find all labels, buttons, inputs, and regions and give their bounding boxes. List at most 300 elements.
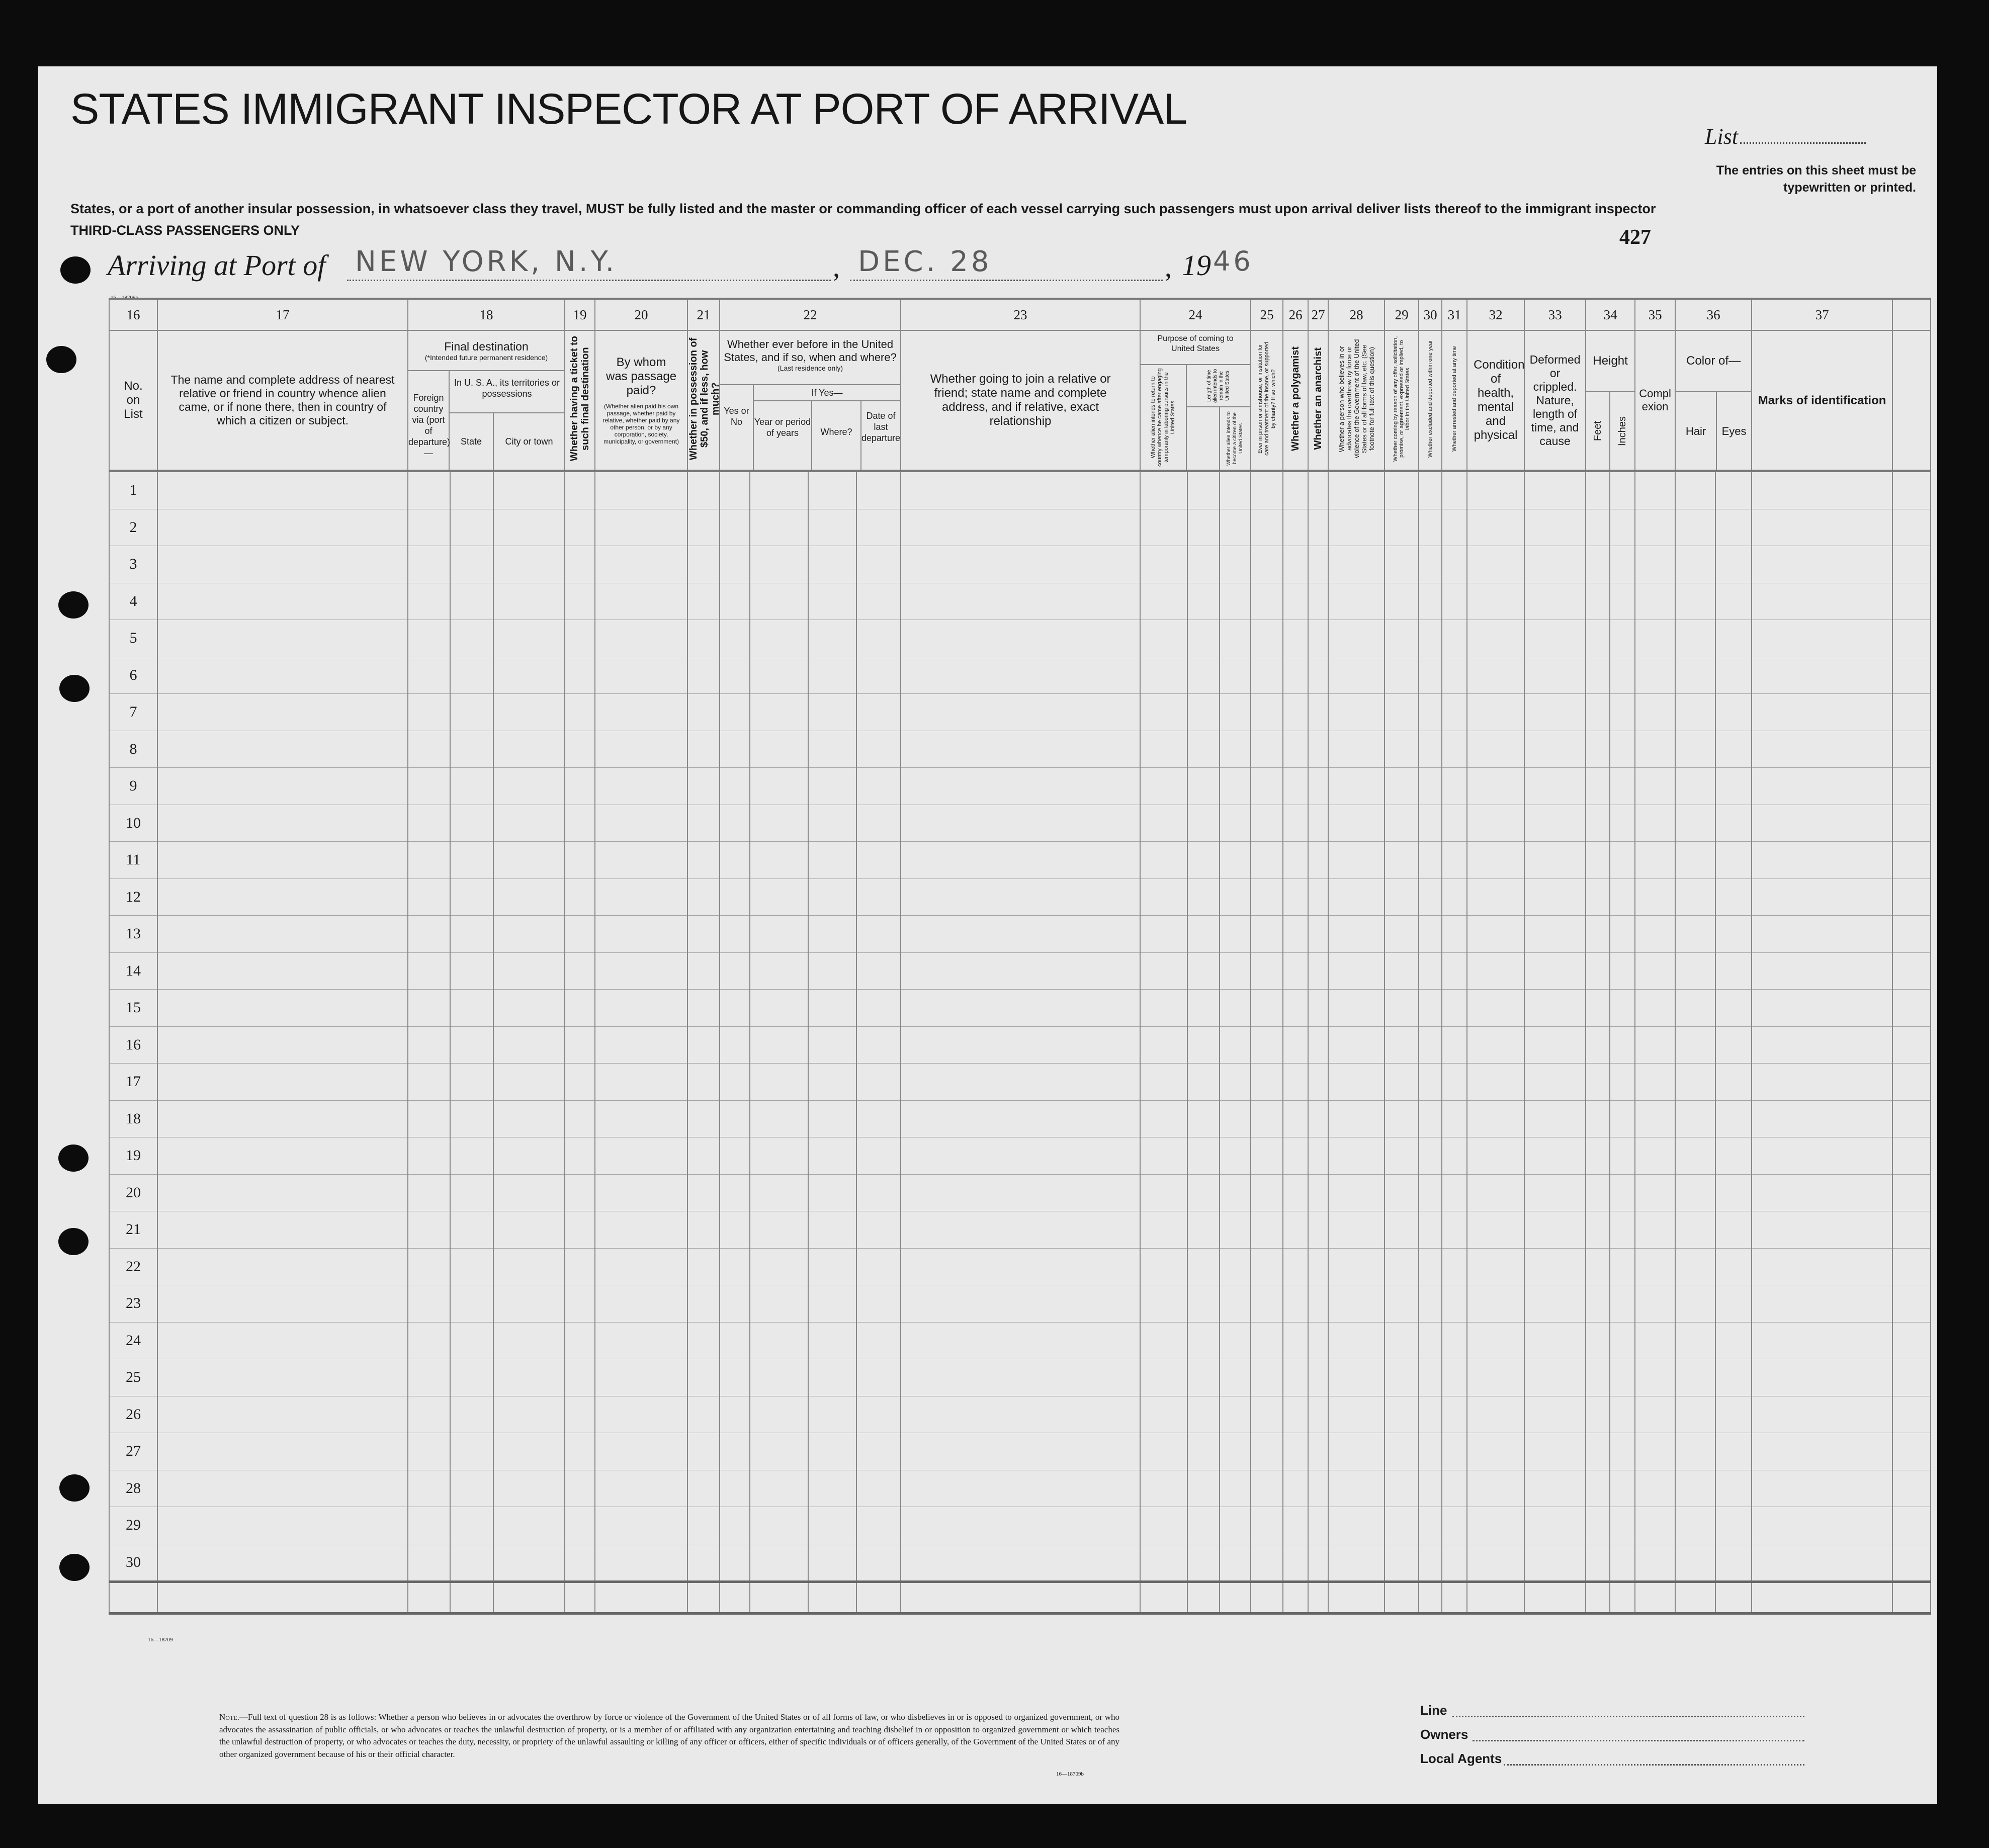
entry-cell[interactable]: [1419, 509, 1442, 546]
entry-cell[interactable]: [1385, 546, 1419, 583]
entry-cell[interactable]: [1467, 1433, 1524, 1470]
entry-cell[interactable]: [901, 546, 1140, 583]
entry-cell[interactable]: [1140, 1174, 1187, 1211]
entry-cell[interactable]: [808, 990, 856, 1027]
entry-cell[interactable]: [1892, 1174, 1931, 1211]
entry-cell[interactable]: [408, 1544, 450, 1582]
entry-cell[interactable]: [1610, 878, 1635, 916]
entry-cell[interactable]: [1610, 1137, 1635, 1175]
entry-cell[interactable]: [595, 1064, 687, 1101]
entry-cell[interactable]: [1467, 1322, 1524, 1359]
entry-cell[interactable]: [1586, 952, 1610, 990]
entry-cell[interactable]: [1251, 546, 1283, 583]
entry-cell[interactable]: [687, 546, 720, 583]
entry-cell[interactable]: [1308, 1507, 1328, 1544]
entry-cell[interactable]: [595, 1433, 687, 1470]
entry-cell[interactable]: [157, 694, 408, 731]
entry-cell[interactable]: [808, 546, 856, 583]
entry-cell[interactable]: [565, 620, 595, 657]
entry-cell[interactable]: [687, 990, 720, 1027]
entry-cell[interactable]: [1308, 1248, 1328, 1285]
entry-cell[interactable]: [1419, 620, 1442, 657]
entry-cell[interactable]: [1586, 1507, 1610, 1544]
entry-cell[interactable]: [1524, 916, 1586, 953]
entry-cell[interactable]: [1586, 1248, 1610, 1285]
entry-cell[interactable]: [750, 1211, 808, 1249]
entry-cell[interactable]: [493, 1507, 565, 1544]
entry-cell[interactable]: [1308, 694, 1328, 731]
entry-cell[interactable]: [687, 878, 720, 916]
entry-cell[interactable]: [856, 1137, 901, 1175]
entry-cell[interactable]: [1385, 1137, 1419, 1175]
entry-cell[interactable]: [1251, 694, 1283, 731]
entry-cell[interactable]: [1140, 657, 1187, 694]
entry-cell[interactable]: [1187, 657, 1220, 694]
entry-cell[interactable]: [157, 1026, 408, 1064]
entry-cell[interactable]: [493, 1211, 565, 1249]
entry-cell[interactable]: [1586, 471, 1610, 509]
entry-cell[interactable]: [1419, 1359, 1442, 1396]
entry-cell[interactable]: [1467, 990, 1524, 1027]
entry-cell[interactable]: [1385, 842, 1419, 879]
entry-cell[interactable]: [1283, 952, 1308, 990]
entry-cell[interactable]: [1752, 1137, 1892, 1175]
entry-cell[interactable]: [901, 1137, 1140, 1175]
entry-cell[interactable]: [1419, 952, 1442, 990]
entry-cell[interactable]: [856, 952, 901, 990]
entry-cell[interactable]: [408, 471, 450, 509]
entry-cell[interactable]: [1283, 1100, 1308, 1137]
entry-cell[interactable]: [687, 509, 720, 546]
entry-cell[interactable]: [750, 1359, 808, 1396]
entry-cell[interactable]: [1524, 1470, 1586, 1507]
entry-cell[interactable]: [1308, 509, 1328, 546]
entry-cell[interactable]: [1586, 1064, 1610, 1101]
entry-cell[interactable]: [1283, 509, 1308, 546]
entry-cell[interactable]: [1419, 768, 1442, 805]
entry-cell[interactable]: [1610, 842, 1635, 879]
entry-cell[interactable]: [1892, 952, 1931, 990]
entry-cell[interactable]: [1442, 916, 1467, 953]
entry-cell[interactable]: [1220, 546, 1251, 583]
entry-cell[interactable]: [1635, 1064, 1675, 1101]
entry-cell[interactable]: [595, 1285, 687, 1323]
entry-cell[interactable]: [1524, 952, 1586, 990]
entry-cell[interactable]: [1892, 1544, 1931, 1582]
owners-field[interactable]: [1473, 1740, 1804, 1741]
entry-cell[interactable]: [1715, 768, 1752, 805]
entry-cell[interactable]: [720, 620, 750, 657]
entry-cell[interactable]: [565, 1544, 595, 1582]
entry-cell[interactable]: [1419, 471, 1442, 509]
entry-cell[interactable]: [808, 1064, 856, 1101]
entry-cell[interactable]: [720, 1248, 750, 1285]
entry-cell[interactable]: [750, 620, 808, 657]
entry-cell[interactable]: [1328, 1470, 1385, 1507]
entry-cell[interactable]: [408, 1359, 450, 1396]
entry-cell[interactable]: [1467, 768, 1524, 805]
entry-cell[interactable]: [157, 1470, 408, 1507]
entry-cell[interactable]: [856, 731, 901, 768]
entry-cell[interactable]: [493, 952, 565, 990]
entry-cell[interactable]: [1140, 990, 1187, 1027]
entry-cell[interactable]: [1610, 768, 1635, 805]
entry-cell[interactable]: [450, 1137, 493, 1175]
entry-cell[interactable]: [595, 1359, 687, 1396]
entry-cell[interactable]: [1467, 1396, 1524, 1433]
entry-cell[interactable]: [1220, 952, 1251, 990]
entry-cell[interactable]: [1892, 1285, 1931, 1323]
entry-cell[interactable]: [1675, 1433, 1715, 1470]
entry-cell[interactable]: [1220, 1433, 1251, 1470]
entry-cell[interactable]: [1635, 1026, 1675, 1064]
entry-cell[interactable]: [595, 1470, 687, 1507]
entry-cell[interactable]: [595, 916, 687, 953]
entry-cell[interactable]: [1251, 878, 1283, 916]
entry-cell[interactable]: [1328, 1248, 1385, 1285]
entry-cell[interactable]: [720, 1433, 750, 1470]
entry-cell[interactable]: [565, 1026, 595, 1064]
entry-cell[interactable]: [1328, 842, 1385, 879]
entry-cell[interactable]: [1715, 583, 1752, 620]
entry-cell[interactable]: [1524, 657, 1586, 694]
entry-cell[interactable]: [808, 583, 856, 620]
entry-cell[interactable]: [1251, 1285, 1283, 1323]
entry-cell[interactable]: [1419, 546, 1442, 583]
entry-cell[interactable]: [750, 731, 808, 768]
entry-cell[interactable]: [565, 1248, 595, 1285]
entry-cell[interactable]: [1675, 620, 1715, 657]
entry-cell[interactable]: [1752, 583, 1892, 620]
entry-cell[interactable]: [595, 1396, 687, 1433]
entry-cell[interactable]: [408, 620, 450, 657]
entry-cell[interactable]: [1675, 1359, 1715, 1396]
entry-cell[interactable]: [565, 546, 595, 583]
entry-cell[interactable]: [1635, 583, 1675, 620]
entry-cell[interactable]: [1308, 916, 1328, 953]
entry-cell[interactable]: [493, 990, 565, 1027]
entry-cell[interactable]: [750, 1248, 808, 1285]
entry-cell[interactable]: [1442, 1433, 1467, 1470]
entry-cell[interactable]: [595, 768, 687, 805]
entry-cell[interactable]: [1610, 1470, 1635, 1507]
entry-cell[interactable]: [1635, 620, 1675, 657]
entry-cell[interactable]: [1715, 952, 1752, 990]
entry-cell[interactable]: [1675, 768, 1715, 805]
entry-cell[interactable]: [1385, 1322, 1419, 1359]
entry-cell[interactable]: [1715, 842, 1752, 879]
entry-cell[interactable]: [808, 1211, 856, 1249]
entry-cell[interactable]: [1892, 509, 1931, 546]
entry-cell[interactable]: [856, 842, 901, 879]
entry-cell[interactable]: [1140, 1064, 1187, 1101]
entry-cell[interactable]: [720, 1064, 750, 1101]
entry-cell[interactable]: [808, 805, 856, 842]
entry-cell[interactable]: [408, 509, 450, 546]
list-number-field[interactable]: [1740, 142, 1866, 144]
entry-cell[interactable]: [1328, 1100, 1385, 1137]
entry-cell[interactable]: [1467, 1507, 1524, 1544]
entry-cell[interactable]: [750, 657, 808, 694]
entry-cell[interactable]: [856, 1285, 901, 1323]
entry-cell[interactable]: [1328, 657, 1385, 694]
entry-cell[interactable]: [901, 1433, 1140, 1470]
entry-cell[interactable]: [1610, 952, 1635, 990]
entry-cell[interactable]: [856, 878, 901, 916]
entry-cell[interactable]: [1715, 1544, 1752, 1582]
entry-cell[interactable]: [901, 1322, 1140, 1359]
entry-cell[interactable]: [808, 842, 856, 879]
entry-cell[interactable]: [1385, 1507, 1419, 1544]
entry-cell[interactable]: [493, 694, 565, 731]
entry-cell[interactable]: [1220, 1174, 1251, 1211]
entry-cell[interactable]: [1442, 1211, 1467, 1249]
entry-cell[interactable]: [1251, 1359, 1283, 1396]
entry-cell[interactable]: [1283, 1322, 1308, 1359]
entry-cell[interactable]: [1524, 842, 1586, 879]
entry-cell[interactable]: [1892, 842, 1931, 879]
port-field[interactable]: [347, 280, 831, 281]
entry-cell[interactable]: [1675, 842, 1715, 879]
entry-cell[interactable]: [1328, 583, 1385, 620]
entry-cell[interactable]: [1140, 694, 1187, 731]
entry-cell[interactable]: [408, 768, 450, 805]
entry-cell[interactable]: [1442, 990, 1467, 1027]
entry-cell[interactable]: [1467, 805, 1524, 842]
entry-cell[interactable]: [1524, 731, 1586, 768]
entry-cell[interactable]: [1251, 1026, 1283, 1064]
entry-cell[interactable]: [408, 731, 450, 768]
entry-cell[interactable]: [1283, 731, 1308, 768]
entry-cell[interactable]: [1892, 1433, 1931, 1470]
entry-cell[interactable]: [1385, 1064, 1419, 1101]
entry-cell[interactable]: [1675, 878, 1715, 916]
entry-cell[interactable]: [1385, 768, 1419, 805]
entry-cell[interactable]: [450, 1285, 493, 1323]
entry-cell[interactable]: [750, 1507, 808, 1544]
entry-cell[interactable]: [408, 694, 450, 731]
entry-cell[interactable]: [1308, 1470, 1328, 1507]
entry-cell[interactable]: [808, 1026, 856, 1064]
entry-cell[interactable]: [1610, 1507, 1635, 1544]
entry-cell[interactable]: [1442, 546, 1467, 583]
entry-cell[interactable]: [1715, 1174, 1752, 1211]
entry-cell[interactable]: [1328, 1026, 1385, 1064]
entry-cell[interactable]: [1140, 1359, 1187, 1396]
entry-cell[interactable]: [1187, 1470, 1220, 1507]
entry-cell[interactable]: [1752, 1248, 1892, 1285]
entry-cell[interactable]: [1715, 1211, 1752, 1249]
entry-cell[interactable]: [1586, 990, 1610, 1027]
entry-cell[interactable]: [1610, 583, 1635, 620]
entry-cell[interactable]: [1467, 1248, 1524, 1285]
entry-cell[interactable]: [1308, 768, 1328, 805]
entry-cell[interactable]: [687, 916, 720, 953]
entry-cell[interactable]: [1467, 694, 1524, 731]
entry-cell[interactable]: [1635, 842, 1675, 879]
entry-cell[interactable]: [493, 731, 565, 768]
entry-cell[interactable]: [450, 952, 493, 990]
entry-cell[interactable]: [450, 546, 493, 583]
entry-cell[interactable]: [856, 546, 901, 583]
entry-cell[interactable]: [565, 1174, 595, 1211]
entry-cell[interactable]: [1419, 1544, 1442, 1582]
entry-cell[interactable]: [1752, 916, 1892, 953]
entry-cell[interactable]: [408, 583, 450, 620]
entry-cell[interactable]: [1419, 1248, 1442, 1285]
entry-cell[interactable]: [1251, 1396, 1283, 1433]
entry-cell[interactable]: [595, 694, 687, 731]
entry-cell[interactable]: [408, 1248, 450, 1285]
entry-cell[interactable]: [856, 1026, 901, 1064]
entry-cell[interactable]: [565, 694, 595, 731]
entry-cell[interactable]: [1715, 1248, 1752, 1285]
entry-cell[interactable]: [408, 1396, 450, 1433]
entry-cell[interactable]: [1715, 1433, 1752, 1470]
entry-cell[interactable]: [1892, 1396, 1931, 1433]
entry-cell[interactable]: [1251, 620, 1283, 657]
entry-cell[interactable]: [1140, 620, 1187, 657]
entry-cell[interactable]: [1467, 471, 1524, 509]
entry-cell[interactable]: [1308, 1433, 1328, 1470]
entry-cell[interactable]: [565, 1211, 595, 1249]
entry-cell[interactable]: [1635, 1359, 1675, 1396]
entry-cell[interactable]: [1675, 952, 1715, 990]
entry-cell[interactable]: [1251, 990, 1283, 1027]
entry-cell[interactable]: [1385, 1026, 1419, 1064]
entry-cell[interactable]: [687, 1433, 720, 1470]
entry-cell[interactable]: [595, 805, 687, 842]
entry-cell[interactable]: [1892, 916, 1931, 953]
entry-cell[interactable]: [808, 1544, 856, 1582]
entry-cell[interactable]: [1467, 1174, 1524, 1211]
entry-cell[interactable]: [450, 878, 493, 916]
entry-cell[interactable]: [1385, 990, 1419, 1027]
entry-cell[interactable]: [1419, 1100, 1442, 1137]
entry-cell[interactable]: [1752, 471, 1892, 509]
entry-cell[interactable]: [450, 916, 493, 953]
entry-cell[interactable]: [1442, 1470, 1467, 1507]
entry-cell[interactable]: [1467, 1064, 1524, 1101]
entry-cell[interactable]: [1283, 1248, 1308, 1285]
entry-cell[interactable]: [157, 1359, 408, 1396]
entry-cell[interactable]: [1524, 583, 1586, 620]
entry-cell[interactable]: [1675, 1507, 1715, 1544]
entry-cell[interactable]: [1442, 878, 1467, 916]
entry-cell[interactable]: [1752, 1285, 1892, 1323]
entry-cell[interactable]: [408, 1064, 450, 1101]
entry-cell[interactable]: [1220, 471, 1251, 509]
entry-cell[interactable]: [1220, 1396, 1251, 1433]
entry-cell[interactable]: [1752, 509, 1892, 546]
entry-cell[interactable]: [1328, 1285, 1385, 1323]
entry-cell[interactable]: [720, 1211, 750, 1249]
entry-cell[interactable]: [901, 990, 1140, 1027]
entry-cell[interactable]: [1524, 1322, 1586, 1359]
entry-cell[interactable]: [595, 657, 687, 694]
entry-cell[interactable]: [1187, 878, 1220, 916]
entry-cell[interactable]: [1308, 842, 1328, 879]
entry-cell[interactable]: [408, 842, 450, 879]
entry-cell[interactable]: [720, 657, 750, 694]
entry-cell[interactable]: [1715, 878, 1752, 916]
entry-cell[interactable]: [1328, 916, 1385, 953]
entry-cell[interactable]: [1220, 842, 1251, 879]
entry-cell[interactable]: [565, 1359, 595, 1396]
entry-cell[interactable]: [1308, 1544, 1328, 1582]
entry-cell[interactable]: [1419, 1433, 1442, 1470]
entry-cell[interactable]: [1467, 842, 1524, 879]
entry-cell[interactable]: [1187, 1396, 1220, 1433]
entry-cell[interactable]: [157, 1396, 408, 1433]
entry-cell[interactable]: [1187, 694, 1220, 731]
entry-cell[interactable]: [720, 583, 750, 620]
entry-cell[interactable]: [493, 1322, 565, 1359]
entry-cell[interactable]: [750, 805, 808, 842]
entry-cell[interactable]: [565, 1137, 595, 1175]
entry-cell[interactable]: [687, 1285, 720, 1323]
entry-cell[interactable]: [1752, 1322, 1892, 1359]
entry-cell[interactable]: [408, 805, 450, 842]
entry-cell[interactable]: [1752, 1396, 1892, 1433]
entry-cell[interactable]: [157, 916, 408, 953]
entry-cell[interactable]: [1251, 509, 1283, 546]
entry-cell[interactable]: [1442, 1285, 1467, 1323]
entry-cell[interactable]: [1892, 620, 1931, 657]
entry-cell[interactable]: [1752, 878, 1892, 916]
entry-cell[interactable]: [750, 1100, 808, 1137]
entry-cell[interactable]: [856, 1248, 901, 1285]
entry-cell[interactable]: [1675, 1137, 1715, 1175]
entry-cell[interactable]: [1635, 1396, 1675, 1433]
entry-cell[interactable]: [1308, 1100, 1328, 1137]
entry-cell[interactable]: [687, 1248, 720, 1285]
entry-cell[interactable]: [901, 694, 1140, 731]
entry-cell[interactable]: [1220, 1359, 1251, 1396]
entry-cell[interactable]: [1283, 583, 1308, 620]
entry-cell[interactable]: [157, 1137, 408, 1175]
entry-cell[interactable]: [450, 1359, 493, 1396]
entry-cell[interactable]: [856, 1507, 901, 1544]
entry-cell[interactable]: [565, 1433, 595, 1470]
entry-cell[interactable]: [595, 620, 687, 657]
entry-cell[interactable]: [565, 657, 595, 694]
entry-cell[interactable]: [1140, 546, 1187, 583]
entry-cell[interactable]: [1140, 916, 1187, 953]
entry-cell[interactable]: [1586, 731, 1610, 768]
entry-cell[interactable]: [1675, 546, 1715, 583]
entry-cell[interactable]: [856, 620, 901, 657]
entry-cell[interactable]: [1187, 990, 1220, 1027]
entry-cell[interactable]: [1752, 546, 1892, 583]
entry-cell[interactable]: [450, 1322, 493, 1359]
entry-cell[interactable]: [1283, 1064, 1308, 1101]
entry-cell[interactable]: [687, 731, 720, 768]
entry-cell[interactable]: [408, 990, 450, 1027]
entry-cell[interactable]: [1586, 1100, 1610, 1137]
entry-cell[interactable]: [408, 1433, 450, 1470]
entry-cell[interactable]: [595, 842, 687, 879]
entry-cell[interactable]: [1892, 1064, 1931, 1101]
entry-cell[interactable]: [856, 1174, 901, 1211]
entry-cell[interactable]: [1308, 731, 1328, 768]
entry-cell[interactable]: [450, 509, 493, 546]
entry-cell[interactable]: [1524, 1100, 1586, 1137]
entry-cell[interactable]: [720, 990, 750, 1027]
entry-cell[interactable]: [1385, 1396, 1419, 1433]
entry-cell[interactable]: [901, 1064, 1140, 1101]
entry-cell[interactable]: [1187, 952, 1220, 990]
